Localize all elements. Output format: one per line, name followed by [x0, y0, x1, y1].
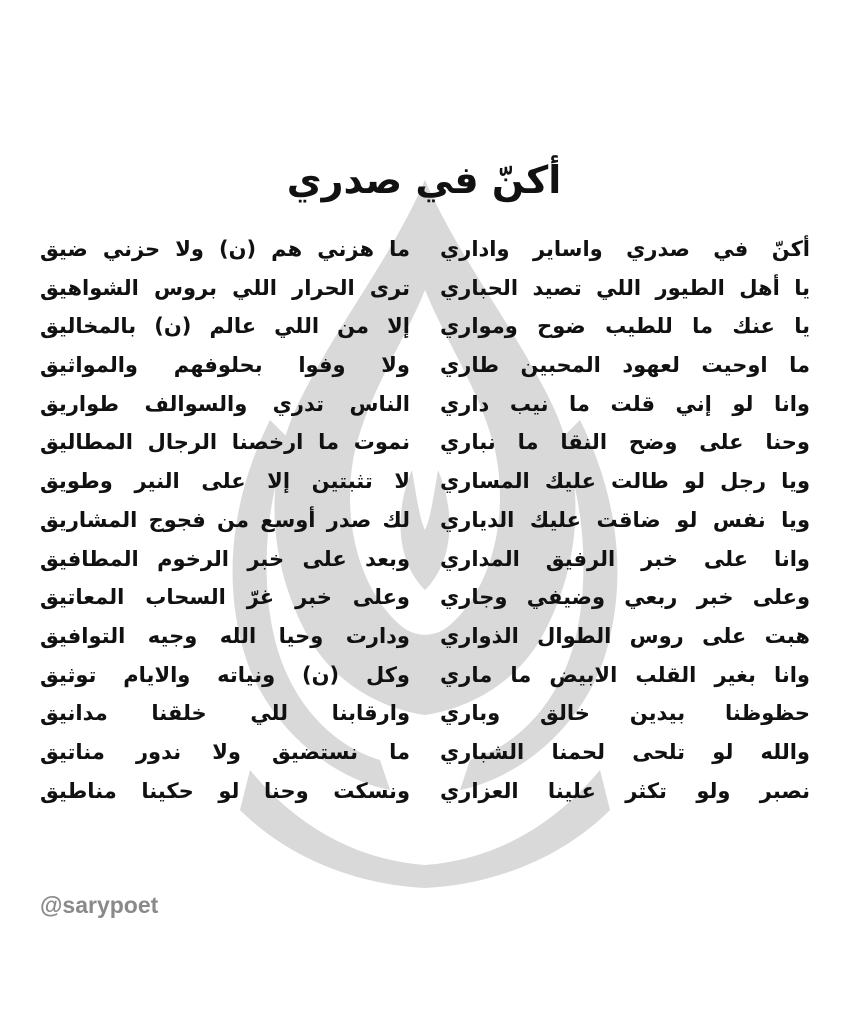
verse-line: والله لو تلحى لحمنا الشباري — [440, 739, 810, 764]
verse-line: وعلى خبر غرّ السحاب المعاتيق — [40, 585, 410, 610]
verse-line: الناس تدري والسوالف طواريق — [40, 391, 410, 416]
verse-line: يا عنك ما للطيب ضوح ومواري — [440, 314, 810, 339]
poem-right-column — [440, 230, 810, 850]
verse-line: إلا من اللي عالم (ن) بالمخاليق — [40, 314, 410, 339]
verse-line: حظوظنا بيدين خالق وباري — [440, 701, 810, 726]
verse-line: نصبر ولو تكثر علينا العزاري — [440, 778, 810, 803]
verse-line: هبت على روس الطوال الذواري — [440, 623, 810, 648]
verse-line: وانا على خبر الرفيق المداري — [440, 546, 810, 571]
poem-body — [40, 230, 810, 850]
author-handle: @sarypoet — [40, 892, 159, 918]
verse-line: ويا رجل لو طالت عليك المساري — [440, 469, 810, 494]
verse-line: لك صدر أوسع من فجوج المشاريق — [40, 507, 410, 532]
verse-line: وعلى خبر ربعي وضيفي وجاري — [440, 585, 810, 610]
verse-line: أكنّ في صدري واساير واداري — [440, 237, 810, 261]
verse-line: يا أهل الطيور اللي تصيد الحباري — [440, 275, 810, 300]
verse-line: ما اوحيت لعهود المحبين طاري — [440, 353, 810, 378]
verse-line: ولا وفوا بحلوفهم والمواثيق — [40, 353, 410, 378]
verse-line: ما نستضيق ولا ندور مناتيق — [40, 739, 410, 764]
verse-line: ويا نفس لو ضاقت عليك الدياري — [440, 507, 810, 532]
verse-line: نموت ما ارخصنا الرجال المطاليق — [40, 430, 410, 455]
verse-line: وكل (ن) ونياته والايام توثيق — [40, 662, 410, 687]
verse-line: ترى الحرار اللي بروس الشواهيق — [40, 275, 410, 300]
verse-line: وبعد على خبر الرخوم المطافيق — [40, 546, 410, 571]
verse-line: ونسكت وحنا لو حكينا مناطيق — [40, 778, 410, 803]
verse-line: ودارت وحيا الله وجيه التوافيق — [40, 623, 410, 648]
verse-line: وحنا على وضح النقا ما نباري — [440, 430, 810, 455]
verse-line: ما هزني هم (ن) ولا حزني ضيق — [40, 237, 410, 261]
poem-title: أكنّ في صدري — [286, 158, 562, 202]
verse-line: وارقابنا للي خلقنا مدانيق — [40, 701, 410, 726]
verse-line: وانا لو إني قلت ما نيب داري — [440, 391, 810, 416]
poem-left-column — [40, 230, 410, 850]
verse-line: وانا بغير القلب الابيض ما ماري — [440, 662, 810, 687]
verse-line: لا تثبتين إلا على النير وطويق — [40, 469, 410, 494]
